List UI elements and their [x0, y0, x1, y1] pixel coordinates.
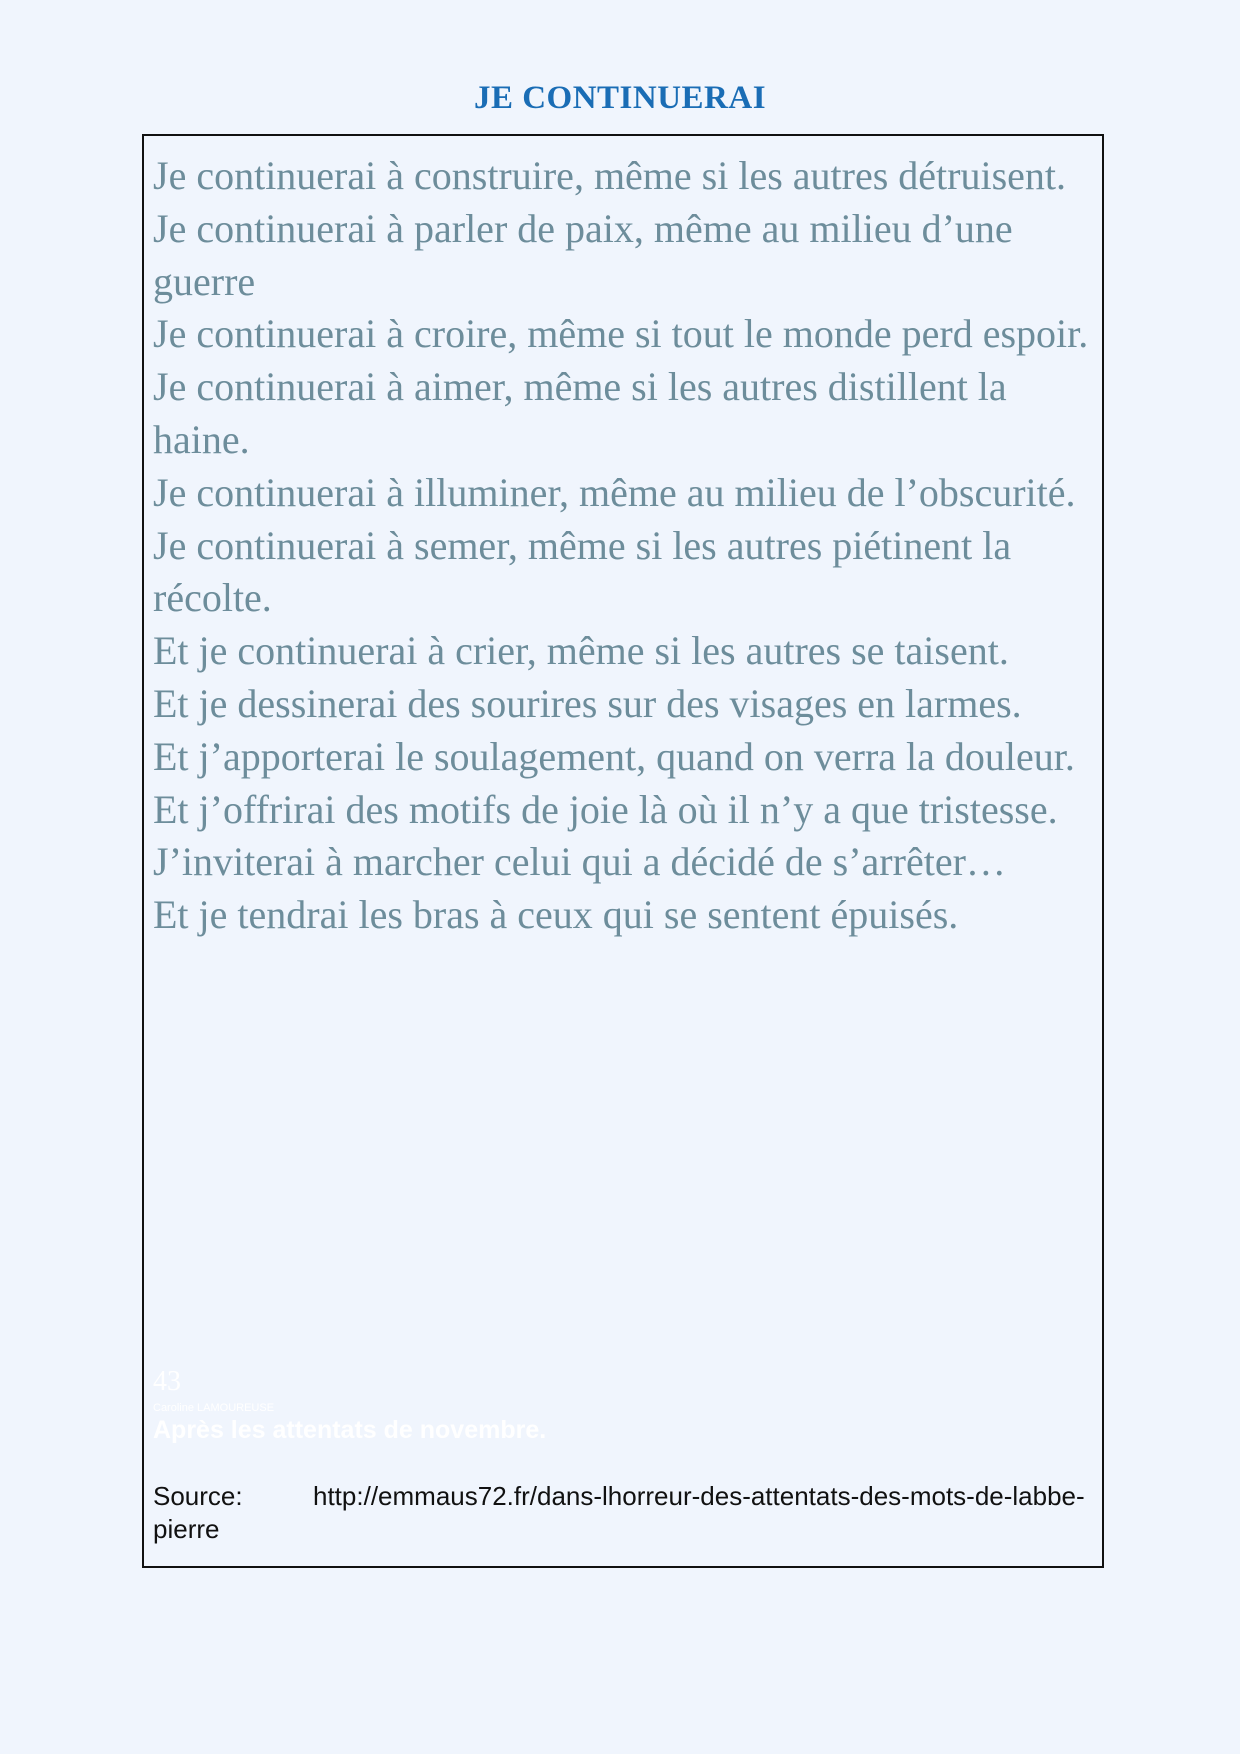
poem-line: Et je continuerai à crier, même si les autres se taisent.	[153, 628, 1009, 674]
poem-line: Je continuerai à aimer, même si les autres distillent la haine.	[153, 364, 1007, 462]
poem-line: Et je dessinerai des sourires sur des visages en larmes.	[153, 680, 1022, 726]
poem-line: Et j’offrirai des motifs de joie là où il n’y a que tristesse.	[153, 786, 1058, 832]
poem-line: Je continuerai à semer, même si les autres piétinent la récolte.	[153, 522, 1012, 621]
poem-line: Je continuerai à illuminer, même au milieu de l’obscurité.	[153, 469, 1076, 515]
poem-line: Je continuerai à construire, même si les autres détruisent.	[153, 153, 1067, 198]
poem-line: Et je tendrai les bras à ceux qui se sentent épuisés.	[153, 892, 959, 938]
faint-page-number: 43	[153, 1366, 181, 1397]
faint-caption: Après les attentats de novembre.	[153, 1416, 547, 1444]
faint-credit: Caroline LAMOUREUSE	[153, 1402, 275, 1414]
source-citation	[153, 1480, 1099, 1546]
poem-line: Je continuerai à croire, même si tout le monde perd espoir.	[153, 311, 1089, 357]
source-label: Source:	[153, 1481, 243, 1511]
poem-line: Et j’apporterai le soulagement, quand on verra la douleur.	[153, 733, 1075, 779]
page-title: JE CONTINUERAI	[473, 80, 767, 116]
poem-line: J’inviterai à marcher celui qui a décidé de s’arrêter…	[153, 839, 1006, 885]
poem	[153, 150, 1093, 942]
poem-line: Je continuerai à parler de paix, même au milieu d’une guerre	[153, 205, 1013, 304]
source-link[interactable]: http://emmaus72.fr/dans-lhorreur-des-attentats-des-mots-de-labbe-pierre	[153, 1481, 1085, 1544]
